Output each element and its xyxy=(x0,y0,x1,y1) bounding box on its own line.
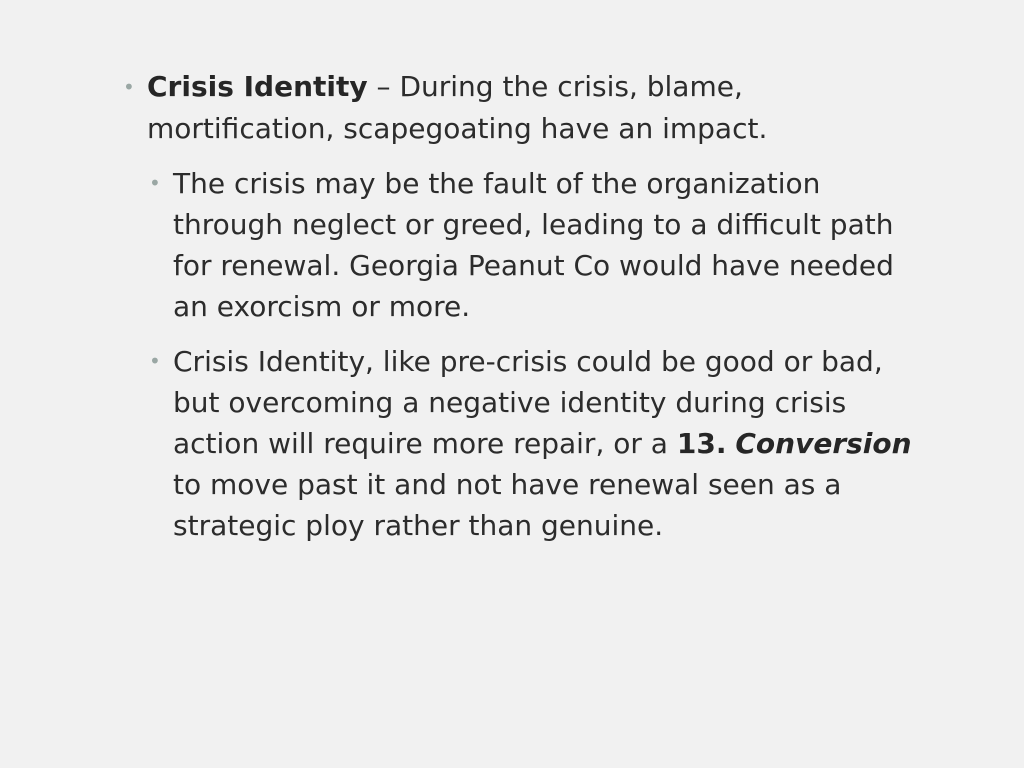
bullet-dot-icon: • xyxy=(149,171,161,195)
bullet-crisis-identity xyxy=(123,66,907,150)
bold-number: 13. xyxy=(676,427,727,460)
bullet-dot-icon: • xyxy=(149,349,161,373)
bold-term: Crisis Identity xyxy=(147,70,368,103)
bullet-text: – During the crisis, blame, mortification, scapegoating have an impact. xyxy=(147,70,768,145)
bullet-dot-icon: • xyxy=(123,75,135,99)
bullet-text: The crisis may be the fault of the organization through neglect or greed, leading to a difficult path for renewal. Georgia Peanut Co would have needed an exorcism or more. xyxy=(173,167,894,323)
bullet-text: Crisis Identity, like pre-crisis could be good or bad, but overcoming a negative identity during crisis action will require more repair, or a xyxy=(173,345,883,460)
bold-italic-term: Conversion xyxy=(735,427,912,460)
bullet-text-end: to move past it and not have renewal seen as a strategic ploy rather than genuine. xyxy=(173,468,842,542)
sub-bullet-crisis-identity-conversion xyxy=(149,341,913,546)
sub-bullet-fault-of-organization xyxy=(149,163,913,327)
